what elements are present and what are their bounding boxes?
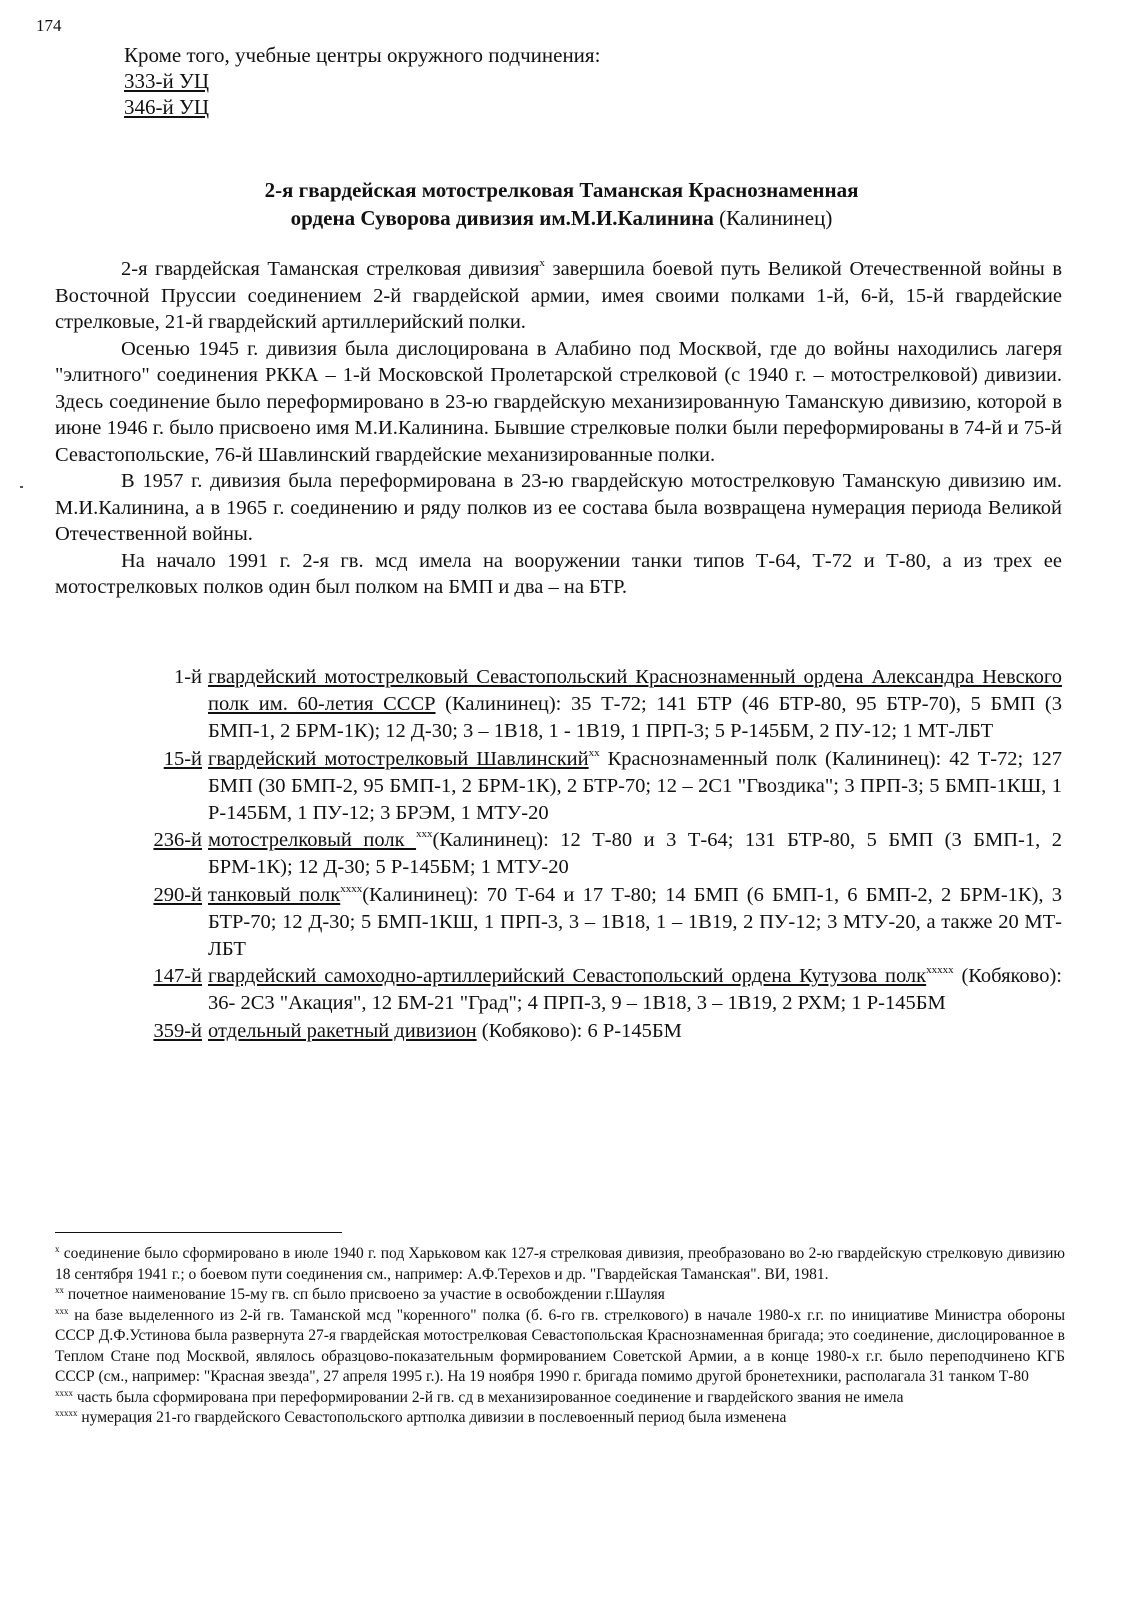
footnote-ref: xxxx [340,882,363,895]
unit-equipment: (Калининец): 70 Т-64 и 17 Т-80; 14 БМП (6 БМП-1, 6 БМП-2, 2 БРМ-1К), 3 БТР-70; 12 Д-30; 5 БМП-1КШ, 1 ПРП-3, 3 – 1В18, 1 – 1В19, 2 ПУ-12; 3 МТУ-20, а также 20 МТ-ЛБТ [208,883,1063,961]
footnote-ref: xx [588,746,600,759]
paragraph-1 [55,256,1062,336]
training-center-1: 333-й УЦ [124,69,210,93]
paragraph-1-end: завершила боевой путь Великой Отечественной войны в Восточной Пруссии соединением 2-й гвардейской армии, имея своими полками 1-й, 6-й, 15-й гвардейские стрелковые, 21-й гвардейский артиллерийский полки. [55,258,1062,333]
unit-name: мотострелковый полк [208,829,417,852]
unit-name: гвардейский мотострелковый Шавлинский [208,747,589,770]
unit-entry [124,882,1062,964]
title-line-2-bold: ордена Суворова дивизия им.М.И.Калинина [290,206,714,230]
scan-speck [20,486,23,488]
footnote-mark: xx [55,1285,64,1295]
units-list [124,664,1062,1045]
unit-description [208,1018,1062,1045]
footnote [55,1306,1065,1388]
unit-number: 236-й [153,829,202,852]
unit-description [208,882,1062,964]
unit-name: отдельный ракетный дивизион [208,1019,477,1042]
unit-entry [124,963,1062,1017]
paragraph-4: На начало 1991 г. 2-я гв. мсд имела на вооружении танки типов Т-64, Т-72 и Т-80, а из трех ее мотострелковых полков один был полком на БМП и два – на БТР. [55,549,1062,598]
footnote-mark: xxxxx [55,1408,78,1418]
footnote [55,1285,1065,1306]
footnote-text: часть была сформирована при переформировании 2-й гв. сд в механизированное соединение и гвардейского звания не имела [73,1388,904,1406]
footnote-mark: xxxx [55,1387,73,1398]
paragraph-3: В 1957 г. дивизия была переформирована в 23-ю гвардейскую мотострелковую Таманскую дивизию им. М.И.Калинина, а в 1965 г. соединению и ряду полков из ее состава была возвращена нумерация периода Великой Отечественной войны. [55,470,1062,545]
footnote-mark: x [55,1244,60,1254]
footnote-text: соединение было сформировано в июле 1940 г. под Харьковом как 127-я стрелковая дивизия, преобразовано во 2-ю гвардейскую стрелковую дивизию 18 сентября 1941 г.; о боевом пути соединения см., например: А.Ф.Терехов и др. "Гвардейская Таманская". ВИ, 1981. [55,1245,1065,1283]
unit-equipment: (Кобяково): 36- 2С3 "Акация", 12 БМ-21 "Град"; 4 ПРП-3, 9 – 1В18, 3 – 1В19, 2 РХМ; 1 Р-145БМ [208,965,1062,1015]
unit-number: 147-й [153,965,202,988]
footnote-ref: xxx [416,828,433,841]
unit-equipment: Краснознаменный полк (Калининец): 42 Т-72; 127 БМП (30 БМП-2, 95 БМП-1, 2 БРМ-1К), 2 БТР-70; 12 – 2С1 "Гвоздика"; 3 ПРП-3; 5 БМП-1КШ, 1 Р-145БМ, 1 ПУ-12; 3 БРЭМ, 1 МТУ-20 [208,747,1062,825]
title-line-1: 2-я гвардейская мотострелковая Таманская Краснознаменная [264,178,859,202]
unit-name: гвардейский мотострелковый Севастопольский Краснознаменный ордена Александра Невского полк им. 60-летия СССР [208,666,1062,716]
unit-number: 359-й [153,1019,202,1042]
unit-equipment: (Кобяково): 6 Р-145БМ [476,1019,682,1042]
footnote-rule [55,1232,342,1233]
footnote-text: нумерация 21-го гвардейского Севастопольского артполка дивизии в послевоенный период была изменена [77,1409,787,1426]
unit-name: танковый полк [208,883,341,906]
paragraph-2: Осенью 1945 г. дивизия была дислоцирована в Алабино под Москвой, где до войны находились лагеря "элитного" соединения РККА – 1-й Московской Пролетарской стрелковой (с 1940 г. – мотострелковой) дивизии. Здесь соединение было переформировано в 23-ю гвардейскую механизированную Таманскую дивизию, которой в июне 1946 г. было присвоено имя М.И.Калинина. Бывшие стрелковые полки были переформированы в 74-й и 75-й Севастопольские, 76-й Шавлинский гвардейские механизированные полки. [55,337,1062,466]
paragraph-1-start: 2-я гвардейская Таманская стрелковая дивизия [121,258,540,280]
footnote-ref: x [539,257,545,269]
unit-entry [124,746,1062,828]
unit-description [208,664,1062,746]
unit-number: 15-й [163,747,202,770]
unit-name: гвардейский самоходно-артиллерийский Севастопольский ордена Кутузова полк [208,965,927,988]
unit-number: 1-й [173,666,202,688]
intro-line: Кроме того, учебные центры окружного подчинения: [124,43,601,67]
footnotes [55,1244,1065,1429]
unit-number: 290-й [153,883,202,906]
section-title [0,176,1123,232]
footnote [55,1408,1065,1429]
unit-equipment: (Калининец): 35 Т-72; 141 БТР (46 БТР-80, 95 БТР-70), 5 БМП (3 БМП-1, 2 БРМ-1К); 12 Д-30; 3 – 1В18, 1 - 1В19, 1 ПРП-3; 5 Р-145БМ, 2 ПУ-12; 1 МТ-ЛБТ [208,693,1062,743]
footnote-text: почетное наименование 15-му гв. сп было присвоено за участие в освобождении г.Шауляя [64,1286,665,1303]
footnote [55,1244,1065,1285]
unit-equipment: (Калининец): 12 Т-80 и 3 Т-64; 131 БТР-80, 5 БМП (3 БМП-1, 2 БРМ-1К); 12 Д-30; 5 Р-145БМ; 1 МТУ-20 [208,829,1062,879]
unit-entry [124,827,1062,881]
body-text [55,256,1062,601]
page-number: 174 [36,16,62,35]
unit-description [208,963,1062,1017]
unit-entry [124,1018,1062,1045]
title-line-2-plain: (Калининец) [713,206,833,230]
footnote-ref: xxxxx [926,964,954,977]
unit-description [208,746,1062,828]
title-line-2 [0,204,1123,232]
footnote [55,1388,1065,1409]
unit-entry [124,664,1062,746]
intro-block [124,42,600,120]
footnote-text: на базе выделенного из 2-й гв. Таманской мсд "коренного" полка (б. 6-го гв. стрелкового) в начале 1980-х г.г. по инициативе Министра обороны СССР Д.Ф.Устинова была развернута 27-я гвардейская мотострелковая Севастопольская Краснознаменная бригада; это соединение, дислоцированное в Теплом Стане под Москвой, являлось образцово-показательным формированием Советской Армии, а в конце 1980-х г.г. было переподчинено КГБ СССР (см., например: "Красная звезда", 27 апреля 1995 г.). На 19 ноября 1990 г. бригада помимо другой бронетехники, располагала 31 танком Т-80 [55,1306,1065,1385]
footnote-mark: xxx [55,1305,69,1316]
unit-description [208,827,1062,881]
training-center-2: 346-й УЦ [124,95,210,119]
